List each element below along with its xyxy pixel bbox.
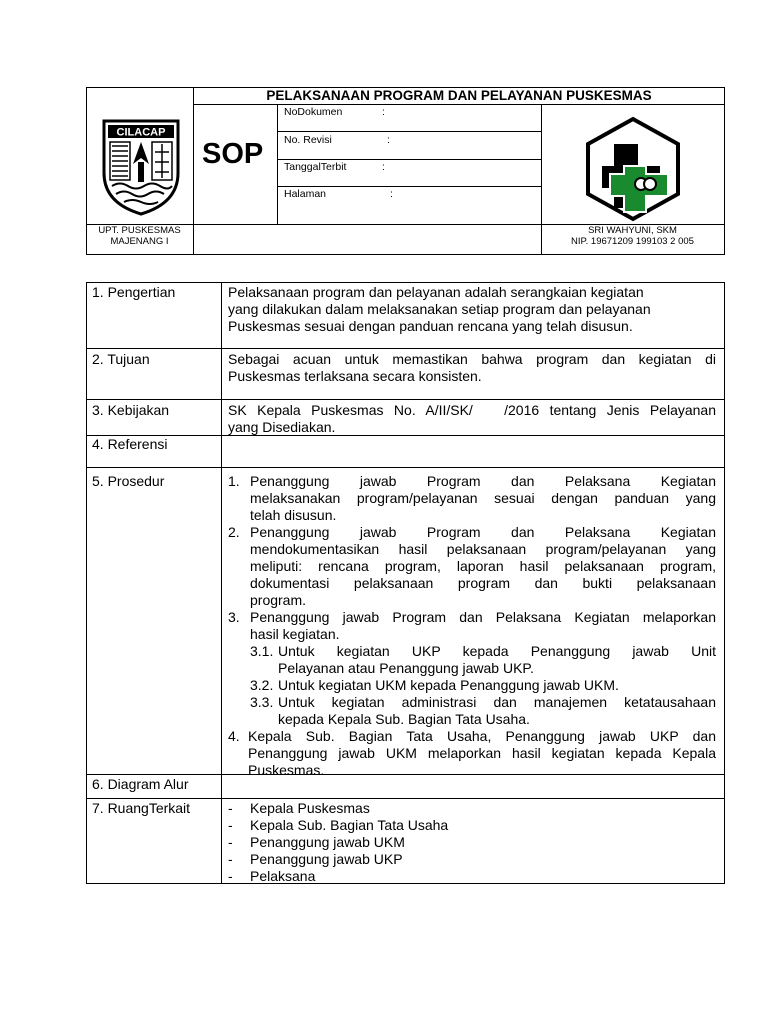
row-label-kebijakan: 3. Kebijakan bbox=[92, 402, 170, 418]
prosedur-item: 3. Penanggung jawab Program dan Pelaksana Kegiatan melaporkan hasil kegiatan. bbox=[228, 609, 716, 642]
signer: SRI WAHYUNI, SKM NIP. 19671209 199103 2 005 bbox=[571, 225, 694, 247]
meta-no-dokumen: NoDokumen : bbox=[284, 106, 385, 118]
cilacap-logo bbox=[100, 118, 182, 221]
row-content-pengertian: Pelaksanaan program dan pelayanan adalah serangkaian kegiatan yang dilakukan dalam melaksanakan setiap program dan pelayanan Puskesmas sesuai dengan panduan rencana yang telah disusun. bbox=[228, 284, 651, 334]
row-content-ruang-terkait bbox=[228, 800, 716, 885]
list-item: - Kepala Puskesmas bbox=[228, 800, 370, 816]
prosedur-item: 1. Penanggung jawab Program dan Pelaksana Kegiatan melaksanakan program/pelayanan sesuai dengan panduan yang telah disusun. bbox=[228, 473, 716, 523]
row-content-prosedur bbox=[228, 473, 716, 779]
meta-no-revisi: No. Revisi : bbox=[284, 134, 390, 146]
list-item: - Pelaksana bbox=[228, 868, 316, 884]
document-title: PELAKSANAAN PROGRAM DAN PELAYANAN PUSKESMAS bbox=[266, 88, 652, 103]
row-label-prosedur: 5. Prosedur bbox=[92, 473, 165, 489]
list-item: - Kepala Sub. Bagian Tata Usaha bbox=[228, 817, 449, 833]
unit-name: UPT. PUSKESMAS MAJENANG I bbox=[98, 225, 181, 247]
row-content-kebijakan: SK Kepala Puskesmas No. A/II/SK/ /2016 tentang Jenis Pelayanan yang Disediakan. bbox=[228, 402, 716, 435]
prosedur-item: 2. Penanggung jawab Program dan Pelaksana Kegiatan mendokumentasikan hasil pelaksanaan program/pelayanan yang meliputi: rencana program, laporan hasil pelaksanaan program, dokumentasi pelaksanaan program dan bukti pelaksanaan program. bbox=[228, 524, 716, 608]
puskesmas-logo bbox=[584, 116, 682, 227]
prosedur-subitem: 3.2. Untuk kegiatan UKM kepada Penanggung jawab UKM. bbox=[250, 677, 619, 693]
meta-tanggal-terbit: TanggalTerbit : bbox=[284, 161, 385, 173]
row-label-referensi: 4. Referensi bbox=[92, 436, 168, 452]
prosedur-subitem: 3.3. Untuk kegiatan administrasi dan manajemen ketatausahaan kepada Kepala Sub. Bagian Tata Usaha. bbox=[250, 694, 716, 727]
row-label-ruang-terkait: 7. RuangTerkait bbox=[92, 800, 191, 816]
prosedur-item: 4. Kepala Sub. Bagian Tata Usaha, Penanggung jawab UKP dan Penanggung jawab UKM melaporkan hasil kegiatan kepada Kepala Puskesmas. bbox=[228, 728, 716, 778]
list-item: - Penanggung jawab UKM bbox=[228, 834, 405, 850]
meta-halaman: Halaman : bbox=[284, 188, 393, 200]
row-content-tujuan: Sebagai acuan untuk memastikan bahwa program dan kegiatan di Puskesmas terlaksana secara konsisten. bbox=[228, 351, 716, 384]
row-label-diagram: 6. Diagram Alur bbox=[92, 776, 189, 792]
svg-text:CILACAP: CILACAP bbox=[116, 126, 166, 139]
row-label-pengertian: 1. Pengertian bbox=[92, 284, 176, 300]
sop-label: SOP bbox=[202, 138, 264, 170]
list-item: - Penanggung jawab UKP bbox=[228, 851, 403, 867]
prosedur-subitem: 3.1. Untuk kegiatan UKP kepada Penanggung jawab Unit Pelayanan atau Penanggung jawab UKP. bbox=[250, 643, 716, 676]
row-label-tujuan: 2. Tujuan bbox=[92, 351, 150, 367]
